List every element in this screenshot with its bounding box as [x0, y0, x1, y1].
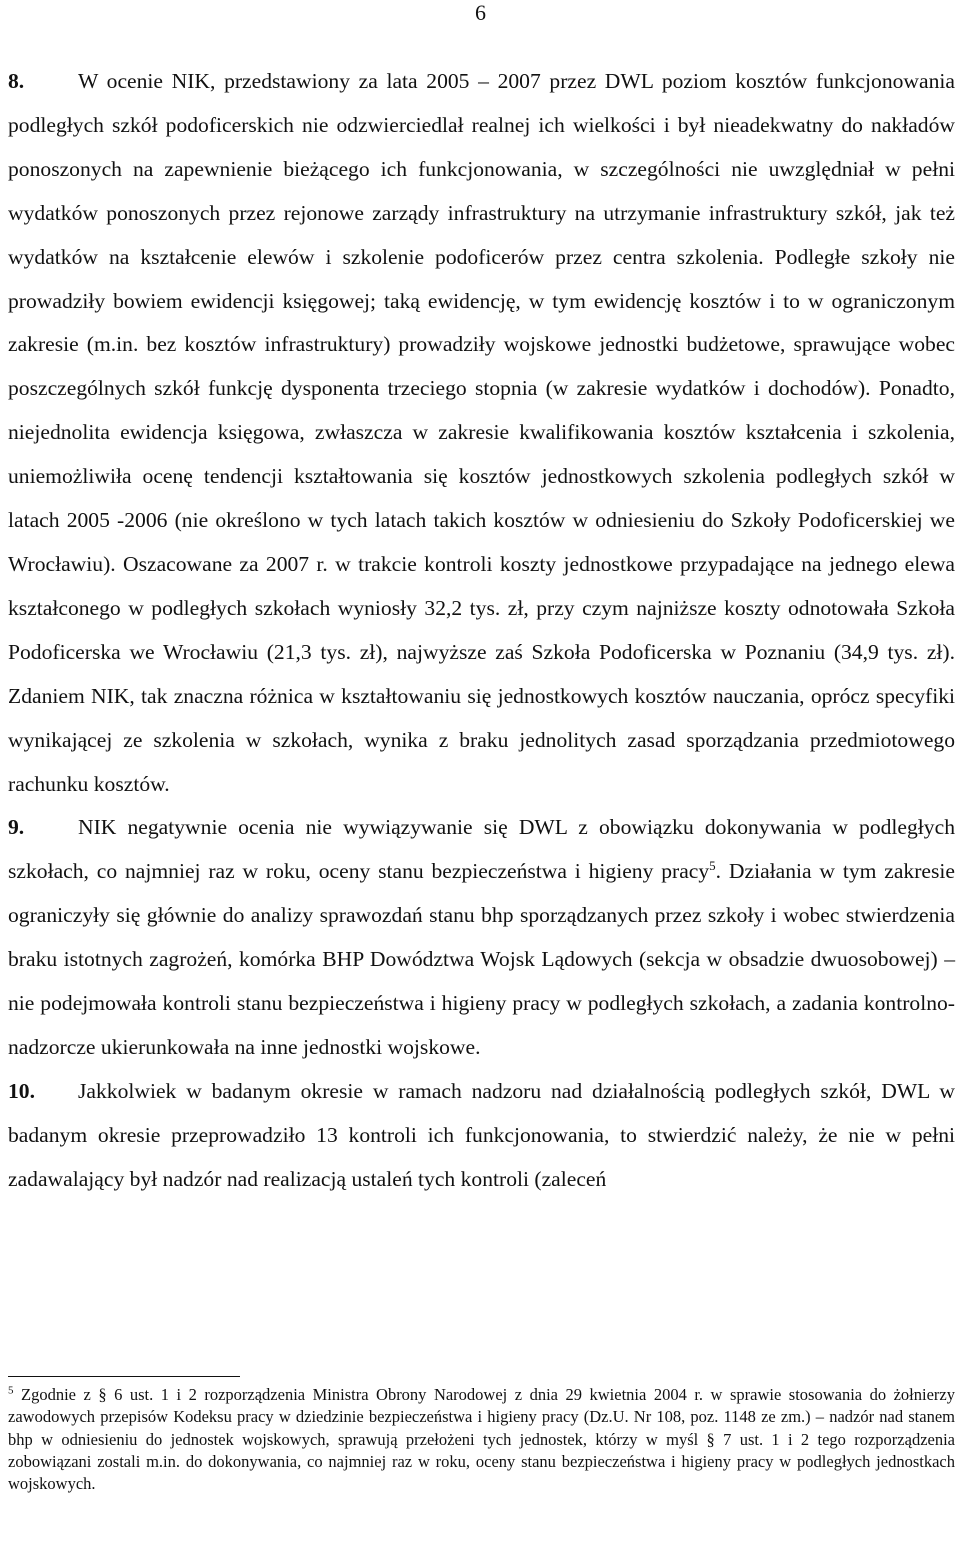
paragraph-10 — [8, 1070, 955, 1202]
footnote-divider — [8, 1376, 240, 1377]
paragraph-number: 9. — [8, 815, 25, 840]
footnote-reference[interactable]: 5 — [709, 858, 716, 874]
paragraph-9 — [8, 806, 955, 1069]
paragraph-8 — [8, 60, 955, 806]
document-body — [8, 60, 955, 1202]
footnotes — [8, 1384, 955, 1495]
footnote-5 — [8, 1384, 955, 1495]
paragraph-number: 10. — [8, 1078, 35, 1103]
footnote-text: Zgodnie z § 6 ust. 1 i 2 rozporządzenia Ministra Obrony Narodowej z dnia 29 kwietnia 2004 r. w sprawie stosowania do żołnierzy zawodowych przepisów Kodeksu pracy w dziedzinie bezpieczeństwa i higieny pracy (Dz.U. Nr 108, poz. 1148 ze zm.) – nadzór nad stanem bhp w odniesieniu do jednostek wojskowych, sprawują przełożeni tych jednostek, którzy w myśl § 7 ust. 1 i 2 tego rozporządzenia zobowiązani zostali m.in. do dokonywania, co najmniej raz w roku, oceny stanu bezpieczeństwa i higieny pracy w podległych jednostkach wojskowych. — [8, 1385, 955, 1494]
paragraph-text-continued: . Działania w tym zakresie ograniczyły się głównie do analizy sprawozdań stanu bhp sporządzanych przez szkoły i wobec stwierdzenia braku istotnych zagrożeń, komórka BHP Dowództwa Wojsk Lądowych (sekcja w obsadzie dwuosobowej) – nie podejmowała kontroli stanu bezpieczeństwa i higieny pracy w podległych szkołach, a zadania kontrolno-nadzorcze ukierunkowała na inne jednostki wojskowe. — [8, 859, 955, 1059]
paragraph-number: 8. — [8, 69, 25, 93]
paragraph-text: W ocenie NIK, przedstawiony za lata 2005 – 2007 przez DWL poziom kosztów funkcjonowania podległych szkół podoficerskich nie odzwierciedlał realnej ich wielkości i był nieadekwatny do nakładów ponoszonych na zapewnienie bieżącego ich funkcjonowania, w szczególności nie uwzględniał w pełni wydatków ponoszonych przez rejonowe zarządy infrastruktury na utrzymanie infrastruktury szkół, jak też wydatków na kształcenie elewów i szkolenie podoficerów przez centra szkolenia. Podległe szkoły nie prowadziły bowiem ewidencji księgowej; taką ewidencję, w tym ewidencję kosztów i to w ograniczonym zakresie (m.in. bez kosztów infrastruktury) prowadziły wojskowe jednostki budżetowe, sprawujące wobec poszczególnych szkół funkcję dysponenta trzeciego stopnia (w zakresie wydatków i dochodów). Ponadto, niejednolita ewidencja księgowa, zwłaszcza w zakresie kwalifikowania kosztów kształcenia i szkolenia, uniemożliwiła ocenę tendencji kształtowania się kosztów jednostkowych szkolenia podległych szkół w latach 2005 -2006 (nie określono w tych latach takich kosztów w odniesieniu do Szkoły Podoficerskiej we Wrocławiu). Oszacowane za 2007 r. w trakcie kontroli koszty jednostkowe przypadające na jednego elewa kształconego w podległych szkołach wyniosły 32,2 tys. zł, przy czym najniższe koszty odnotowała Szkoła Podoficerska we Wrocławiu (21,3 tys. zł), najwyższe zaś Szkoła Podoficerska w Poznaniu (34,9 tys. zł). Zdaniem NIK, tak znaczna różnica w kształtowaniu się jednostkowych kosztów nauczania, oprócz specyfiki wynikającej ze szkolenia w szkołach, wynika z braku jednolitych zasad sporządzania przedmiotowego rachunku kosztów. — [8, 69, 955, 796]
paragraph-text: Jakkolwiek w badanym okresie w ramach nadzoru nad działalnością podległych szkół, DWL w badanym okresie przeprowadziło 13 kontroli ich funkcjonowania, to stwierdzić należy, że nie w pełni zadawalający był nadzór nad realizacją ustaleń tych kontroli (zaleceń — [8, 1078, 955, 1191]
footnote-mark: 5 — [8, 1384, 14, 1397]
paragraph-text: NIK negatywnie ocenia nie wywiązywanie się DWL z obowiązku dokonywania w podległych szkołach, co najmniej raz w roku, oceny stanu bezpieczeństwa i higieny pracy — [8, 815, 955, 884]
page-number: 6 — [475, 0, 486, 25]
